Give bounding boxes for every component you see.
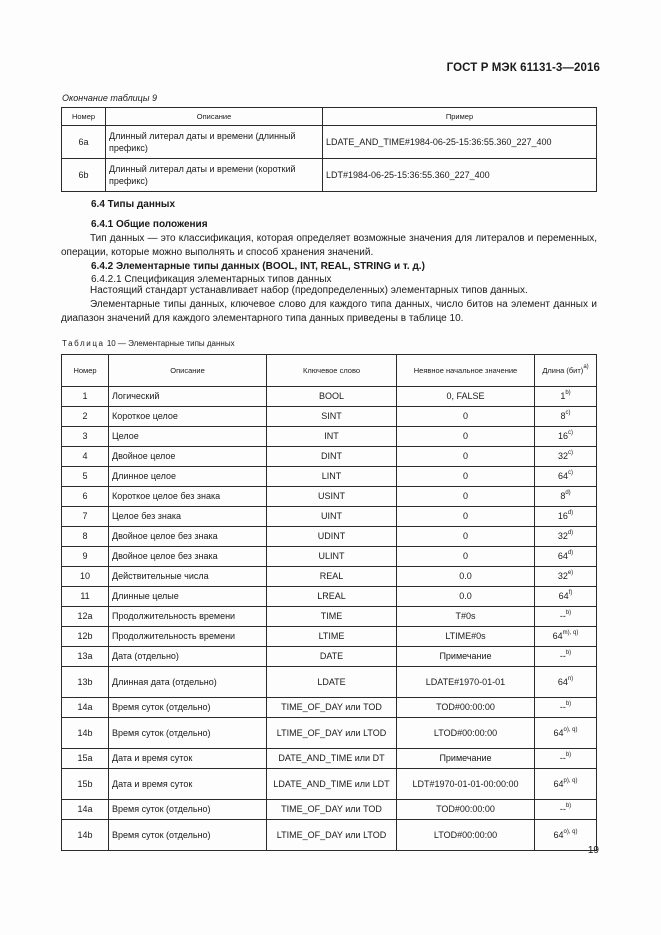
cell-length [535, 547, 597, 567]
table-row [62, 407, 597, 427]
length-value: 64 [558, 591, 569, 602]
col-header-initial-value: Неявное начальное значение [397, 355, 535, 387]
cell-number: 4 [62, 447, 109, 467]
cell-keyword: DINT [267, 447, 397, 467]
footnote-ref: c) [568, 450, 573, 457]
table-row [62, 647, 597, 667]
footnote-ref: e) [567, 570, 574, 577]
cell-keyword: USINT [267, 487, 397, 507]
cell-number: 12a [62, 607, 109, 627]
cell-keyword: SINT [267, 407, 397, 427]
footnote-ref: m), q) [562, 630, 579, 637]
col-header-keyword: Ключевое слово [267, 355, 397, 387]
col-header-description: Описание [106, 108, 323, 126]
length-value: 64 [553, 829, 564, 840]
length-header-text: Длина (бит) [542, 365, 584, 375]
cell-number: 14a [62, 698, 109, 718]
cell-keyword: LTIME_OF_DAY или LTOD [267, 820, 397, 851]
cell-number: 1 [62, 387, 109, 407]
cell-example: LDATE_AND_TIME#1984-06-25-15:36:55.360_227_400 [323, 126, 597, 159]
table-row [62, 587, 597, 607]
cell-initial-value: 0, FALSE [397, 387, 535, 407]
table-row [62, 527, 597, 547]
section-heading-6-4-2: 6.4.2 Элементарные типы данных (BOOL, INT, REAL, STRING и т. д.) [91, 261, 425, 272]
cell-length [535, 698, 597, 718]
table9-caption: Окончание таблицы 9 [62, 93, 157, 103]
length-value: 64 [553, 778, 564, 789]
table-row [62, 159, 597, 192]
length-header-note: a) [583, 363, 589, 370]
length-value: 64 [552, 631, 563, 642]
cell-number: 12b [62, 627, 109, 647]
table-header-row [62, 355, 597, 387]
table-row [62, 749, 597, 769]
col-header-length [535, 355, 597, 387]
col-header-number: Номер [62, 108, 106, 126]
cell-initial-value: 0 [397, 407, 535, 427]
cell-description: Продолжительность времени [109, 627, 267, 647]
cell-description: Целое [109, 427, 267, 447]
table-row [62, 487, 597, 507]
cell-length [535, 607, 597, 627]
cell-description: Двойное целое без знака [109, 547, 267, 567]
footnote-ref: n) [567, 675, 574, 682]
cell-length [535, 749, 597, 769]
cell-description: Короткое целое [109, 407, 267, 427]
length-value: 32 [557, 531, 568, 542]
table-row [62, 667, 597, 698]
cell-keyword: UINT [267, 507, 397, 527]
cell-number: 6a [62, 126, 106, 159]
cell-length [535, 800, 597, 820]
cell-number: 5 [62, 467, 109, 487]
section-heading-6-4-2-1: 6.4.2.1 Спецификация элементарных типов данных [91, 274, 332, 285]
cell-keyword: BOOL [267, 387, 397, 407]
table-row [62, 126, 597, 159]
table-row [62, 427, 597, 447]
length-value: 8 [560, 491, 566, 502]
cell-initial-value: LTIME#0s [397, 627, 535, 647]
table-row [62, 447, 597, 467]
cell-description: Длинная дата (отдельно) [109, 667, 267, 698]
footnote-ref: o), q) [563, 828, 578, 835]
cell-length [535, 769, 597, 800]
section-heading-6-4: 6.4 Типы данных [91, 199, 176, 210]
cell-description: Дата и время суток [109, 749, 267, 769]
cell-initial-value: LTOD#00:00:00 [397, 820, 535, 851]
length-value: 16 [557, 511, 568, 522]
length-value: 64 [557, 551, 568, 562]
col-header-description: Описание [109, 355, 267, 387]
table-row [62, 769, 597, 800]
cell-number: 3 [62, 427, 109, 447]
footnote-ref: d) [567, 510, 574, 517]
cell-keyword: TIME_OF_DAY или TOD [267, 800, 397, 820]
table10-caption-text: 10 — Элементарные типы данных [106, 339, 235, 348]
cell-keyword: INT [267, 427, 397, 447]
cell-keyword: LDATE [267, 667, 397, 698]
cell-keyword: LTIME_OF_DAY или LTOD [267, 718, 397, 749]
table-row [62, 607, 597, 627]
footnote-ref: c) [565, 410, 571, 417]
document-header-id: ГОСТ Р МЭК 61131-3—2016 [446, 62, 600, 74]
cell-initial-value: TOD#00:00:00 [397, 800, 535, 820]
cell-description: Дата (отдельно) [109, 647, 267, 667]
table-row [62, 627, 597, 647]
cell-length [535, 447, 597, 467]
footnote-ref: b) [565, 390, 571, 397]
cell-description: Целое без знака [109, 507, 267, 527]
length-value: 32 [557, 571, 568, 582]
length-value: -- [559, 702, 566, 713]
cell-initial-value: 0 [397, 527, 535, 547]
length-value: 64 [557, 471, 568, 482]
cell-description: Двойное целое [109, 447, 267, 467]
cell-length [535, 467, 597, 487]
cell-number: 15a [62, 749, 109, 769]
paragraph-elementary-types: Элементарные типы данных, ключевое слово для каждого типа данных, число битов на элемент данных и диапазон значений для каждого элементарного типа данных приведены в таблице 10. [61, 299, 597, 324]
length-value: -- [559, 804, 566, 815]
cell-initial-value: 0.0 [397, 567, 535, 587]
cell-description: Время суток (отдельно) [109, 820, 267, 851]
cell-length [535, 507, 597, 527]
cell-length [535, 407, 597, 427]
cell-description: Время суток (отдельно) [109, 698, 267, 718]
length-value: 32 [557, 451, 568, 462]
cell-number: 14a [62, 800, 109, 820]
cell-length [535, 667, 597, 698]
cell-description: Время суток (отдельно) [109, 800, 267, 820]
footnote-ref: o), q) [563, 726, 578, 733]
cell-keyword: LREAL [267, 587, 397, 607]
cell-description: Продолжительность времени [109, 607, 267, 627]
table10-caption-label: Таблица [62, 339, 105, 348]
cell-length [535, 387, 597, 407]
table-10-body [62, 387, 597, 851]
cell-initial-value: 0 [397, 447, 535, 467]
table-row [62, 567, 597, 587]
paragraph-data-types: Тип данных — это классификация, которая определяет возможные значения для литералов и переменных, операции, которые можно выполнять и способ хранения значений. [61, 233, 597, 258]
footnote-ref: b) [565, 803, 572, 810]
cell-keyword: UDINT [267, 527, 397, 547]
cell-keyword: TIME [267, 607, 397, 627]
cell-number: 6 [62, 487, 109, 507]
table-row [62, 467, 597, 487]
cell-keyword: TIME_OF_DAY или TOD [267, 698, 397, 718]
cell-initial-value: 0 [397, 427, 535, 447]
cell-keyword: DATE [267, 647, 397, 667]
table-row [62, 698, 597, 718]
cell-length [535, 718, 597, 749]
length-value: 64 [553, 727, 564, 738]
paragraph-standard-set: Настоящий стандарт устанавливает набор (предопределенных) элементарных типов данных. [90, 285, 528, 296]
length-value: 8 [560, 411, 566, 422]
cell-number: 6b [62, 159, 106, 192]
cell-number: 15b [62, 769, 109, 800]
cell-initial-value: T#0s [397, 607, 535, 627]
page-number: 19 [587, 845, 599, 856]
cell-length [535, 487, 597, 507]
length-value: -- [559, 651, 566, 662]
cell-initial-value: 0 [397, 487, 535, 507]
length-value: 16 [557, 431, 568, 442]
cell-initial-value: Примечание [397, 749, 535, 769]
cell-number: 9 [62, 547, 109, 567]
cell-length [535, 527, 597, 547]
cell-description: Длинный литерал даты и времени (короткий префикс) [106, 159, 323, 192]
cell-length [535, 587, 597, 607]
footnote-ref: d) [565, 490, 571, 497]
cell-keyword: LTIME [267, 627, 397, 647]
length-value: 64 [557, 676, 568, 687]
cell-initial-value: 0 [397, 467, 535, 487]
cell-keyword: DATE_AND_TIME или DT [267, 749, 397, 769]
cell-initial-value: 0.0 [397, 587, 535, 607]
footnote-ref: b) [565, 610, 572, 617]
cell-keyword: LINT [267, 467, 397, 487]
cell-initial-value: 0 [397, 507, 535, 527]
table-row [62, 718, 597, 749]
cell-description: Длинные целые [109, 587, 267, 607]
table-9 [61, 107, 597, 192]
cell-description: Время суток (отдельно) [109, 718, 267, 749]
cell-initial-value: LDT#1970-01-01-00:00:00 [397, 769, 535, 800]
table-row [62, 387, 597, 407]
footnote-ref: b) [565, 701, 572, 708]
cell-number: 2 [62, 407, 109, 427]
footnote-ref: b) [565, 650, 572, 657]
cell-number: 10 [62, 567, 109, 587]
cell-number: 13b [62, 667, 109, 698]
cell-keyword: LDATE_AND_TIME или LDT [267, 769, 397, 800]
footnote-ref: f) [568, 590, 573, 597]
cell-initial-value: TOD#00:00:00 [397, 698, 535, 718]
cell-number: 8 [62, 527, 109, 547]
table-row [62, 800, 597, 820]
table10-caption [62, 339, 235, 348]
col-header-example: Пример [323, 108, 597, 126]
cell-description: Действительные числа [109, 567, 267, 587]
cell-number: 7 [62, 507, 109, 527]
footnote-ref: d) [567, 530, 574, 537]
cell-description: Длинный литерал даты и времени (длинный префикс) [106, 126, 323, 159]
cell-keyword: REAL [267, 567, 397, 587]
length-value: -- [559, 611, 566, 622]
table-header-row [62, 108, 597, 126]
cell-length [535, 627, 597, 647]
table-row [62, 547, 597, 567]
cell-description: Короткое целое без знака [109, 487, 267, 507]
cell-number: 13a [62, 647, 109, 667]
cell-description: Логический [109, 387, 267, 407]
cell-number: 11 [62, 587, 109, 607]
cell-length [535, 647, 597, 667]
cell-number: 14b [62, 820, 109, 851]
cell-description: Длинное целое [109, 467, 267, 487]
length-value: 1 [560, 391, 566, 402]
table-row [62, 507, 597, 527]
cell-initial-value: Примечание [397, 647, 535, 667]
cell-description: Двойное целое без знака [109, 527, 267, 547]
length-value: -- [559, 753, 566, 764]
cell-initial-value: LDATE#1970-01-01 [397, 667, 535, 698]
cell-initial-value: LTOD#00:00:00 [397, 718, 535, 749]
cell-description: Дата и время суток [109, 769, 267, 800]
cell-keyword: ULINT [267, 547, 397, 567]
section-heading-6-4-1: 6.4.1 Общие положения [91, 219, 208, 230]
footnote-ref: p), q) [563, 777, 578, 784]
table-10 [61, 354, 597, 851]
cell-length [535, 427, 597, 447]
footnote-ref: b) [565, 752, 572, 759]
footnote-ref: c) [568, 430, 573, 437]
cell-example: LDT#1984-06-25-15:36:55.360_227_400 [323, 159, 597, 192]
cell-number: 14b [62, 718, 109, 749]
footnote-ref: c) [568, 470, 573, 477]
table-row [62, 820, 597, 851]
cell-initial-value: 0 [397, 547, 535, 567]
col-header-number: Номер [62, 355, 109, 387]
cell-length [535, 567, 597, 587]
footnote-ref: d) [567, 550, 574, 557]
